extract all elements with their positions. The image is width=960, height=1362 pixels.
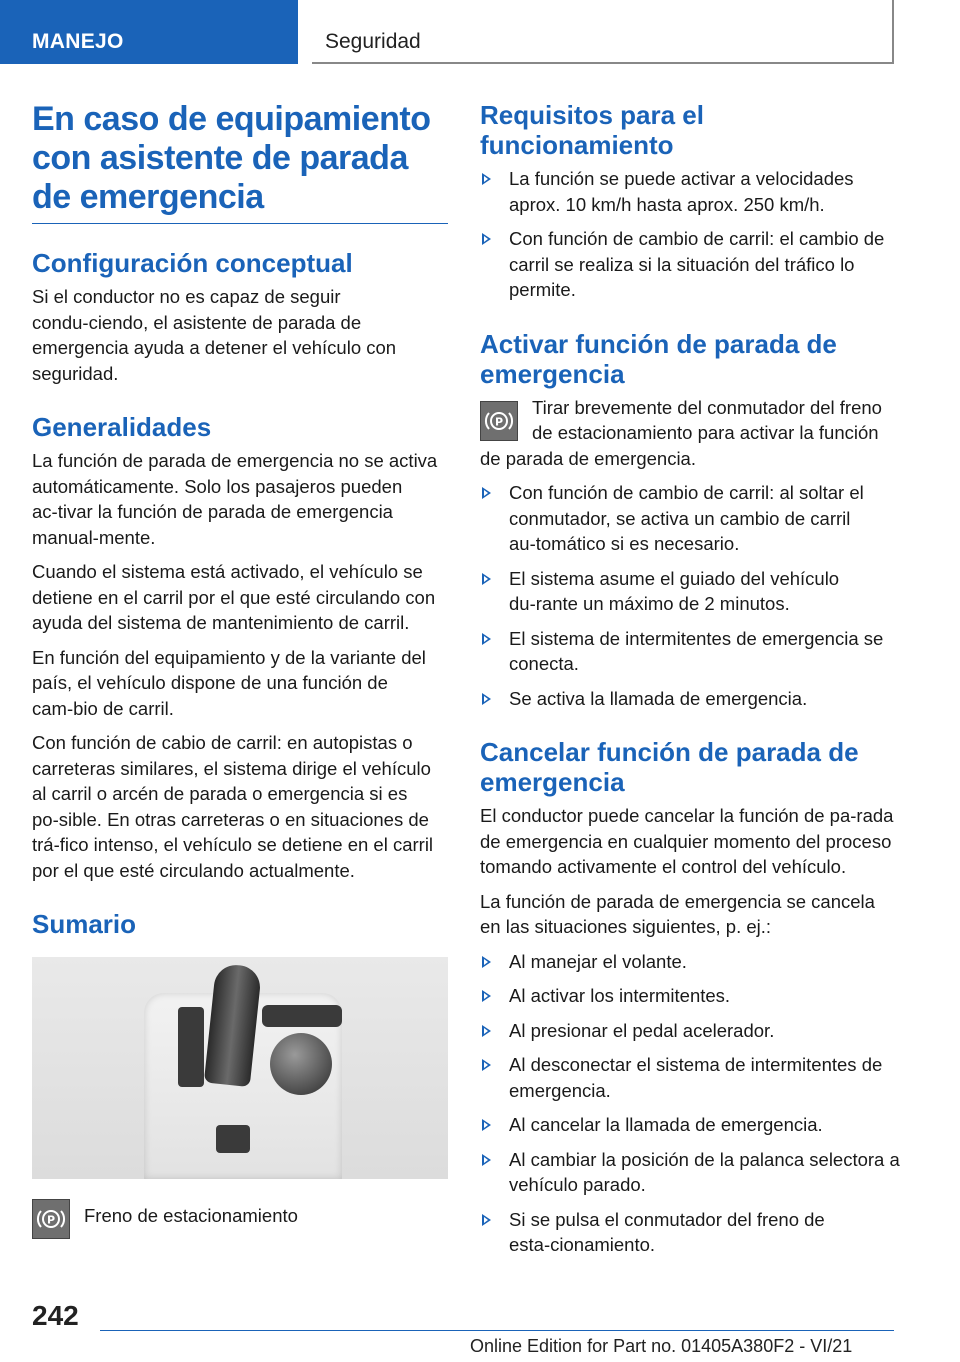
- general-paragraph: Con función de cabio de carril: en autopistas o carreteras similares, el sistema dirige el vehículo al carril o arcén de parada o emergencia si es po‑sible. En otras carreteras o en situaciones de trá‑fico intenso, el vehículo se detiene en el carril por el que esté circulando actualmente.: [32, 732, 434, 881]
- cancel-heading: Cancelar función de parada de emergencia: [480, 737, 859, 797]
- page-number: 242: [32, 1300, 79, 1331]
- bullet-icon: [482, 1154, 491, 1166]
- bullet-icon: [482, 173, 491, 185]
- section-label: MANEJO: [32, 30, 124, 53]
- activate-heading: Activar función de parada de emergencia: [480, 328, 837, 389]
- cancel-paragraph: La función de parada de emergencia se cancela en las situaciones siguientes, p. ej.:: [480, 890, 875, 937]
- concept-heading: Configuración conceptual: [32, 248, 353, 278]
- bullet-icon: [482, 693, 491, 705]
- parking-brake-icon: [480, 401, 518, 441]
- parking-brake-icon: [32, 1199, 70, 1239]
- list-item: El sistema asume el guiado del vehículo du‑rante un máximo de 2 minutos.: [480, 566, 900, 617]
- bullet-icon: [482, 633, 491, 645]
- center-console-photo: [32, 957, 448, 1179]
- list-item: Al activar los intermitentes.: [480, 983, 900, 1009]
- list-item: El sistema de intermitentes de emergencia se conecta.: [480, 626, 900, 677]
- parking-brake-switch: [216, 1125, 250, 1153]
- bullet-icon: [482, 956, 491, 968]
- chapter-header: [312, 0, 894, 64]
- idrive-controller: [270, 1033, 332, 1095]
- list-item: Al desconectar el sistema de intermitentes de emergencia.: [480, 1052, 900, 1103]
- drive-mode-panel: [178, 1007, 204, 1087]
- requirements-list: [480, 166, 900, 303]
- title-rule: [32, 223, 448, 224]
- requirements-heading: Requisitos para el funcionamiento: [480, 100, 704, 160]
- list-item: Con función de cambio de carril: el cambio de carril se realiza si la situación del tráfico lo permite.: [480, 226, 900, 303]
- bullet-icon: [482, 1059, 491, 1071]
- svg-text:P: P: [494, 415, 504, 428]
- bullet-icon: [482, 1025, 491, 1037]
- activate-list: [480, 480, 900, 711]
- chapter-label: Seguridad: [325, 30, 421, 53]
- concept-text: Si el conductor no es capaz de seguir condu‑ciendo, el asistente de parada de emergencia ayuda a detener el vehículo con seguridad.: [32, 286, 397, 384]
- list-item: Al cancelar la llamada de emergencia.: [480, 1112, 900, 1138]
- general-paragraph: En función del equipamiento y de la variante del país, el vehículo dispone de una función de cam‑bio de carril.: [32, 646, 426, 719]
- page-title: En caso de equipamiento con asistente de parada de emergencia: [32, 100, 431, 216]
- general-heading: Generalidades: [32, 412, 212, 442]
- edition-text: Online Edition for Part no. 01405A380F2 - VI/21: [470, 1336, 853, 1356]
- list-item: Al presionar el pedal acelerador.: [480, 1018, 900, 1044]
- section-tab: [0, 0, 298, 64]
- cancel-paragraph: El conductor puede cancelar la función de pa‑rada de emergencia en cualquier momento del proceso tomando activamente el control del vehículo.: [480, 805, 894, 877]
- bullet-icon: [482, 573, 491, 585]
- bullet-icon: [482, 1119, 491, 1131]
- bullet-icon: [482, 487, 491, 499]
- controller-buttons: [262, 1005, 342, 1027]
- list-item: Si se pulsa el conmutador del freno de esta‑cionamiento.: [480, 1207, 900, 1258]
- list-item: Al cambiar la posición de la palanca selectora a vehículo parado.: [480, 1147, 900, 1198]
- bullet-icon: [482, 1214, 491, 1226]
- icon-legend: [32, 1199, 448, 1239]
- cancel-list: [480, 949, 900, 1258]
- right-column: [480, 100, 900, 1270]
- list-item: Al manejar el volante.: [480, 949, 900, 975]
- footer-rule: [100, 1330, 894, 1331]
- list-item: Se activa la llamada de emergencia.: [480, 686, 900, 712]
- activate-text: P Tirar brevemente del conmutador del freno de estacionamiento para activar la función de parada de emergencia.: [480, 396, 882, 469]
- list-item: Con función de cambio de carril: al soltar el conmutador, se activa un cambio de carril au‑tomático si es necesario.: [480, 480, 900, 557]
- summary-heading: Sumario: [32, 909, 137, 939]
- left-column: [32, 100, 448, 1239]
- bullet-icon: [482, 990, 491, 1002]
- general-paragraph: Cuando el sistema está activado, el vehículo se detiene en el carril por el que esté circulando con ayuda del sistema de mantenimiento de carril.: [32, 561, 436, 633]
- bullet-icon: [482, 233, 491, 245]
- svg-text:P: P: [46, 1213, 56, 1227]
- list-item: La función se puede activar a velocidades aprox. 10 km/h hasta aprox. 250 km/h.: [480, 166, 900, 217]
- general-paragraph: La función de parada de emergencia no se activa automáticamente. Solo los pasajeros pueden ac‑tivar la función de parada de emergencia manual‑mente.: [32, 450, 438, 548]
- icon-caption: Freno de estacionamiento: [84, 1205, 298, 1226]
